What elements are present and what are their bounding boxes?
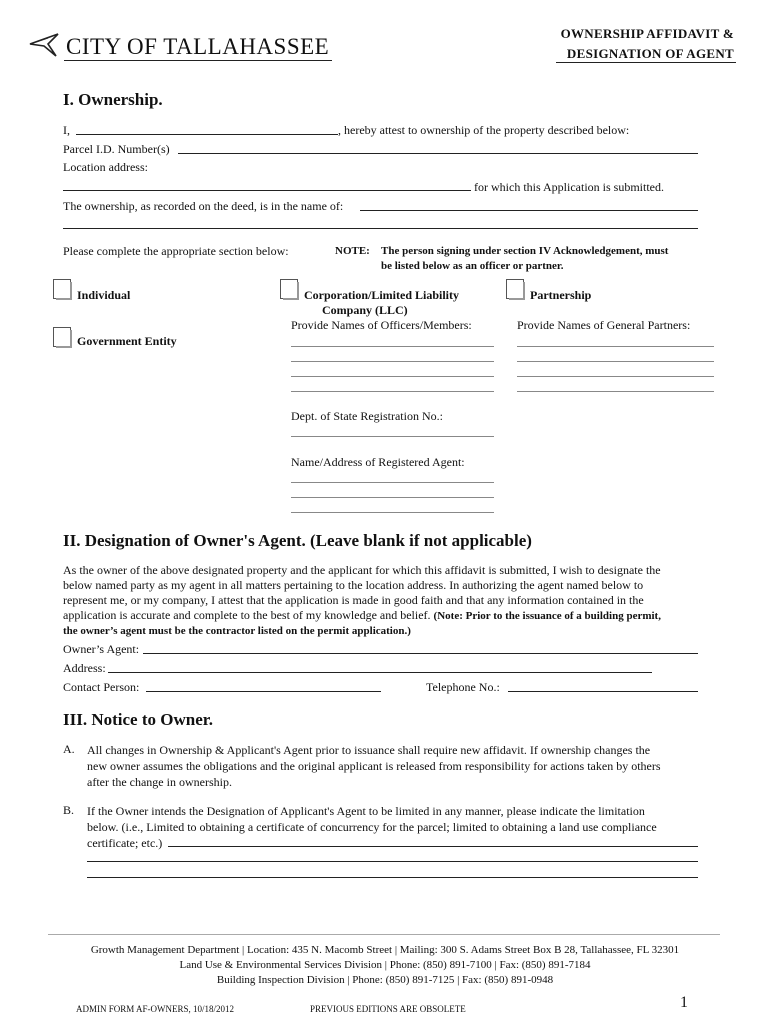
notice-a-text xyxy=(87,742,707,790)
footer-line2: Land Use & Environmental Services Division | Phone: (850) 891-7100 | Fax: (850) 891-7184 xyxy=(179,959,591,971)
footer-line3: Building Inspection Division | Phone: (850) 891-7125 | Fax: (850) 891-0948 xyxy=(216,974,554,986)
attest-prefix: I, xyxy=(63,123,70,137)
city-name: CITY OF TALLAHASSEE xyxy=(66,34,330,59)
complete-section-text: Please complete the appropriate section below: xyxy=(63,244,289,258)
notice-a-line: All changes in Ownership & Applicant's Agent prior to issuance shall require new affidavit. If ownership changes the xyxy=(87,743,651,757)
notice-b-line: below. (i.e., Limited to obtaining a certificate of concurrency for the parcel; limited to obtaining a land use compliance xyxy=(87,820,657,834)
registered-agent-field[interactable] xyxy=(291,512,494,513)
agent-para-line xyxy=(63,608,713,624)
partnership-checkbox[interactable] xyxy=(506,279,524,299)
notice-b-text xyxy=(87,803,707,851)
contact-person-label: Contact Person: xyxy=(63,680,140,694)
contact-person-field[interactable] xyxy=(146,691,381,692)
page-number: 1 xyxy=(680,994,688,1011)
section-agent-heading: II. Designation of Owner's Agent. (Leave blank if not applicable) xyxy=(63,531,532,550)
agent-address-field[interactable] xyxy=(108,672,652,673)
notice-b-line: certificate; etc.) xyxy=(87,836,163,850)
partners-label: Provide Names of General Partners: xyxy=(517,318,691,332)
section-notice-heading: III. Notice to Owner. xyxy=(63,710,213,729)
partner-field[interactable] xyxy=(517,376,714,377)
individual-checkbox[interactable] xyxy=(53,279,71,299)
corporation-checkbox[interactable] xyxy=(280,279,298,299)
ownership-deed-label: The ownership, as recorded on the deed, is in the name of: xyxy=(63,199,344,213)
agent-paragraph xyxy=(63,563,713,639)
notice-a-label: A. xyxy=(63,742,75,756)
notice-a-line: new owner assumes the obligations and the original applicant is released from responsibility for actions taken by others xyxy=(87,759,661,773)
deed-name-field-2[interactable] xyxy=(63,228,698,229)
deed-name-field[interactable] xyxy=(360,210,698,211)
government-label: Government Entity xyxy=(77,334,177,348)
officer-field[interactable] xyxy=(291,391,494,392)
limitation-field[interactable] xyxy=(87,861,698,862)
footer-line1: Growth Management Department | Location: 435 N. Macomb Street | Mailing: 300 S. Adams Street Box B 28, Tallahassee, FL 32301 xyxy=(90,944,680,956)
officer-field[interactable] xyxy=(291,376,494,377)
location-address-field[interactable] xyxy=(63,190,471,191)
note-line1: The person signing under section IV Acknowledgement, must xyxy=(381,245,669,257)
owner-name-field[interactable] xyxy=(76,134,338,135)
partner-field[interactable] xyxy=(517,391,714,392)
location-label: Location address: xyxy=(63,160,148,174)
notice-b-line: If the Owner intends the Designation of Applicant's Agent to be limited in any manner, please indicate the limitation xyxy=(87,804,645,818)
dept-state-label: Dept. of State Registration No.: xyxy=(291,409,443,423)
partner-field[interactable] xyxy=(517,361,714,362)
header-rule-right xyxy=(556,62,736,63)
form-title-line1: OWNERSHIP AFFIDAVIT & xyxy=(560,26,734,41)
registered-agent-label: Name/Address of Registered Agent: xyxy=(291,455,465,469)
limitation-field[interactable] xyxy=(87,877,698,878)
note-line2: be listed below as an officer or partner. xyxy=(381,260,564,272)
parcel-label: Parcel I.D. Number(s) xyxy=(63,142,170,156)
limitation-field[interactable] xyxy=(168,846,698,847)
header-rule-left xyxy=(64,60,332,61)
notice-a-line: after the change in ownership. xyxy=(87,775,232,789)
obsolete-notice: PREVIOUS EDITIONS ARE OBSOLETE xyxy=(310,1004,466,1014)
agent-para-line: As the owner of the above designated property and the applicant for which this affidavit is submitted, I wish to designate the xyxy=(63,563,661,577)
partner-field[interactable] xyxy=(517,346,714,347)
attest-text: , hereby attest to ownership of the property described below: xyxy=(338,123,630,137)
officer-field[interactable] xyxy=(291,361,494,362)
form-id: ADMIN FORM AF-OWNERS, 10/18/2012 xyxy=(76,1004,235,1014)
telephone-field[interactable] xyxy=(508,691,698,692)
government-checkbox[interactable] xyxy=(53,327,71,347)
officer-field[interactable] xyxy=(291,346,494,347)
agent-para-line: below named party as my agent in all matters pertaining to the location address. In authorizing the agent named below to xyxy=(63,578,644,592)
telephone-label: Telephone No.: xyxy=(426,680,500,694)
agent-para-line: represent me, or my company, I attest that the application is made in good faith and that any information contained in the xyxy=(63,593,644,607)
for-which-text: for which this Application is submitted. xyxy=(474,180,664,194)
officers-label: Provide Names of Officers/Members: xyxy=(291,318,472,332)
dept-state-field[interactable] xyxy=(291,436,494,437)
address-label: Address: xyxy=(63,661,106,675)
corporation-label-2: Company (LLC) xyxy=(322,303,408,317)
agent-note-text: (Note: Prior to the issuance of a building permit, xyxy=(433,610,661,622)
city-logo xyxy=(28,30,62,60)
note-label: NOTE: xyxy=(335,245,370,257)
footer-rule xyxy=(48,934,720,935)
agent-note-line: the owner’s agent must be the contractor listed on the permit application.) xyxy=(63,625,411,637)
section-ownership-heading: I. Ownership. xyxy=(63,90,163,109)
partnership-label: Partnership xyxy=(530,288,592,302)
registered-agent-field[interactable] xyxy=(291,482,494,483)
agent-para-text: application is accurate and complete to the best of my knowledge and belief. xyxy=(63,608,431,622)
owners-agent-label: Owner’s Agent: xyxy=(63,642,140,656)
notice-b-label: B. xyxy=(63,803,75,817)
individual-label: Individual xyxy=(77,288,131,302)
form-title-line2: DESIGNATION OF AGENT xyxy=(566,46,734,61)
owners-agent-field[interactable] xyxy=(143,653,698,654)
parcel-id-field[interactable] xyxy=(178,153,698,154)
corporation-label-1: Corporation/Limited Liability xyxy=(304,288,460,302)
registered-agent-field[interactable] xyxy=(291,497,494,498)
